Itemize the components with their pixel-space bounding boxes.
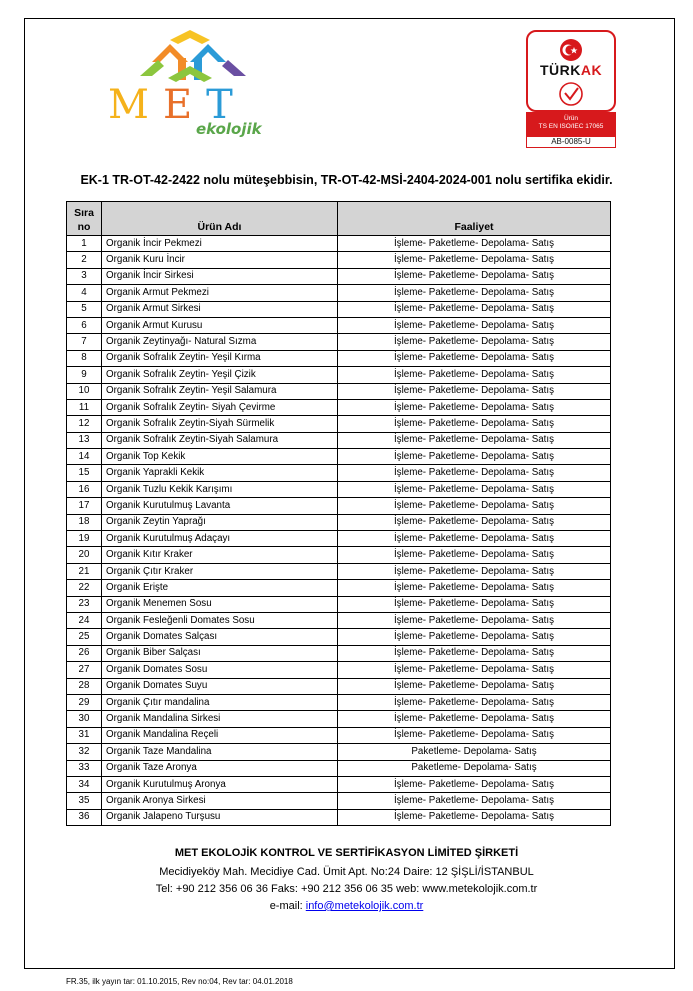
row-number: 24 [67, 612, 102, 628]
row-number: 35 [67, 793, 102, 809]
row-activity: İşleme- Paketleme- Depolama- Satış [338, 399, 611, 415]
row-product-name: Organik Menemen Sosu [102, 596, 338, 612]
row-number: 31 [67, 727, 102, 743]
row-product-name: Organik Armut Kurusu [102, 317, 338, 333]
table-row [67, 809, 611, 825]
table-row [67, 514, 611, 530]
email-label: e-mail: [269, 900, 306, 912]
table-row [67, 662, 611, 678]
row-product-name: Organik Kurutulmuş Aronya [102, 776, 338, 792]
row-number: 2 [67, 252, 102, 268]
row-product-name: Organik Biber Salçası [102, 645, 338, 661]
badge-accreditation-code: AB-0085-U [526, 136, 616, 148]
badge-brand-turk: TÜRK [539, 62, 581, 78]
row-number: 19 [67, 531, 102, 547]
email-link[interactable]: info@metekolojik.com.tr [305, 900, 424, 912]
header-no-line2: no [77, 221, 91, 233]
row-product-name: Organik İncir Sirkesi [102, 268, 338, 284]
row-number: 29 [67, 694, 102, 710]
row-number: 8 [67, 350, 102, 366]
company-email-line [0, 900, 693, 912]
badge-brand-ak: AK [580, 62, 603, 78]
table-row [67, 727, 611, 743]
row-product-name: Organik Domates Suyu [102, 678, 338, 694]
table-row [67, 449, 611, 465]
row-number: 30 [67, 711, 102, 727]
row-product-name: Organik Jalapeno Turşusu [102, 809, 338, 825]
row-number: 22 [67, 580, 102, 596]
row-activity: İşleme- Paketleme- Depolama- Satış [338, 563, 611, 579]
table-row [67, 678, 611, 694]
table-row [67, 367, 611, 383]
row-number: 26 [67, 645, 102, 661]
row-activity: İşleme- Paketleme- Depolama- Satış [338, 481, 611, 497]
row-product-name: Organik Top Kekik [102, 449, 338, 465]
row-product-name: Organik İncir Pekmezi [102, 236, 338, 252]
row-product-name: Organik Zeytin Yaprağı [102, 514, 338, 530]
table-row [67, 776, 611, 792]
table-row [67, 465, 611, 481]
header-faaliyet: Faaliyet [338, 202, 611, 236]
row-number: 4 [67, 285, 102, 301]
row-number: 13 [67, 432, 102, 448]
form-revision-info: FR.35, ilk yayın tar: 01.10.2015, Rev no:04, Rev tar: 04.01.2018 [66, 977, 293, 986]
table-row [67, 596, 611, 612]
row-activity: İşleme- Paketleme- Depolama- Satış [338, 383, 611, 399]
row-activity: İşleme- Paketleme- Depolama- Satış [338, 711, 611, 727]
row-number: 18 [67, 514, 102, 530]
row-activity: İşleme- Paketleme- Depolama- Satış [338, 547, 611, 563]
row-activity: İşleme- Paketleme- Depolama- Satış [338, 596, 611, 612]
table-row [67, 711, 611, 727]
row-number: 20 [67, 547, 102, 563]
table-row [67, 399, 611, 415]
row-activity: Paketleme- Depolama- Satış [338, 744, 611, 760]
row-product-name: Organik Mandalina Sirkesi [102, 711, 338, 727]
table-row [67, 580, 611, 596]
row-product-name: Organik Yaprakli Kekik [102, 465, 338, 481]
row-activity: İşleme- Paketleme- Depolama- Satış [338, 465, 611, 481]
row-number: 17 [67, 498, 102, 514]
header-urun-adi: Ürün Adı [102, 202, 338, 236]
row-activity: İşleme- Paketleme- Depolama- Satış [338, 498, 611, 514]
row-number: 6 [67, 317, 102, 333]
table-row [67, 612, 611, 628]
row-product-name: Organik Kurutulmuş Adaçayı [102, 531, 338, 547]
table-row [67, 694, 611, 710]
table-row [67, 629, 611, 645]
row-activity: İşleme- Paketleme- Depolama- Satış [338, 531, 611, 547]
row-activity: İşleme- Paketleme- Depolama- Satış [338, 514, 611, 530]
row-product-name: Organik Domates Sosu [102, 662, 338, 678]
row-number: 10 [67, 383, 102, 399]
table-row [67, 760, 611, 776]
table-row [67, 334, 611, 350]
badge-standard-strip [526, 112, 616, 136]
row-number: 21 [67, 563, 102, 579]
row-activity: İşleme- Paketleme- Depolama- Satış [338, 727, 611, 743]
checkmark-circle-icon [528, 80, 614, 110]
row-activity: İşleme- Paketleme- Depolama- Satış [338, 252, 611, 268]
table-row [67, 236, 611, 252]
badge-product-label: Ürün [563, 115, 579, 122]
row-number: 34 [67, 776, 102, 792]
row-product-name: Organik Çıtır Kraker [102, 563, 338, 579]
row-activity: İşleme- Paketleme- Depolama- Satış [338, 580, 611, 596]
row-number: 1 [67, 236, 102, 252]
table-row [67, 317, 611, 333]
row-number: 28 [67, 678, 102, 694]
row-activity: İşleme- Paketleme- Depolama- Satış [338, 236, 611, 252]
badge-standard-label: TS EN ISO/IEC 17065 [538, 123, 604, 130]
row-number: 11 [67, 399, 102, 415]
table-row [67, 547, 611, 563]
row-product-name: Organik Sofralık Zeytin-Siyah Salamura [102, 432, 338, 448]
row-activity: İşleme- Paketleme- Depolama- Satış [338, 662, 611, 678]
row-activity: İşleme- Paketleme- Depolama- Satış [338, 694, 611, 710]
row-product-name: Organik Aronya Sirkesi [102, 793, 338, 809]
row-number: 14 [67, 449, 102, 465]
table-row [67, 744, 611, 760]
row-activity: İşleme- Paketleme- Depolama- Satış [338, 432, 611, 448]
table-row [67, 531, 611, 547]
row-number: 25 [67, 629, 102, 645]
logo-letter-m: M [108, 82, 163, 128]
company-address: Mecidiyeköy Mah. Mecidiye Cad. Ümit Apt. No:24 Daire: 12 ŞİŞLİ/İSTANBUL [159, 866, 534, 878]
table-row [67, 481, 611, 497]
row-number: 16 [67, 481, 102, 497]
row-number: 32 [67, 744, 102, 760]
row-product-name: Organik Zeytinyağı- Natural Sızma [102, 334, 338, 350]
row-number: 15 [67, 465, 102, 481]
table-body [67, 236, 611, 826]
table-row [67, 416, 611, 432]
row-product-name: Organik Taze Mandalina [102, 744, 338, 760]
row-number: 23 [67, 596, 102, 612]
row-product-name: Organik Kuru İncir [102, 252, 338, 268]
row-product-name: Organik Armut Sirkesi [102, 301, 338, 317]
row-product-name: Organik Sofralık Zeytin- Yeşil Salamura [102, 383, 338, 399]
row-activity: İşleme- Paketleme- Depolama- Satış [338, 285, 611, 301]
crescent-star-icon [528, 34, 614, 64]
row-number: 5 [67, 301, 102, 317]
row-number: 12 [67, 416, 102, 432]
header-no-line1: Sıra [74, 207, 94, 219]
product-table [66, 201, 611, 826]
row-product-name: Organik Domates Salçası [102, 629, 338, 645]
row-number: 9 [67, 367, 102, 383]
row-activity: İşleme- Paketleme- Depolama- Satış [338, 367, 611, 383]
row-activity: İşleme- Paketleme- Depolama- Satış [338, 645, 611, 661]
document-heading: EK-1 TR-OT-42-2422 nolu müteşebbisin, TR-OT-42-MSİ-2404-2024-001 nolu sertifika ekidir. [80, 173, 613, 187]
row-activity: İşleme- Paketleme- Depolama- Satış [338, 350, 611, 366]
row-product-name: Organik Sofralık Zeytin- Siyah Çevirme [102, 399, 338, 415]
row-activity: İşleme- Paketleme- Depolama- Satış [338, 629, 611, 645]
row-number: 3 [67, 268, 102, 284]
badge-brand [528, 62, 614, 78]
table-row [67, 645, 611, 661]
row-activity: İşleme- Paketleme- Depolama- Satış [338, 317, 611, 333]
table-row [67, 498, 611, 514]
row-activity: İşleme- Paketleme- Depolama- Satış [338, 301, 611, 317]
row-product-name: Organik Kurutulmuş Lavanta [102, 498, 338, 514]
row-number: 27 [67, 662, 102, 678]
company-name: MET EKOLOJİK KONTROL VE SERTİFİKASYON LİMİTED ŞİRKETİ [174, 847, 519, 859]
row-number: 7 [67, 334, 102, 350]
row-product-name: Organik Sofralık Zeytin-Siyah Sürmelik [102, 416, 338, 432]
table-row [67, 285, 611, 301]
row-activity: İşleme- Paketleme- Depolama- Satış [338, 809, 611, 825]
row-product-name: Organik Çıtır mandalina [102, 694, 338, 710]
table-row [67, 793, 611, 809]
row-activity: İşleme- Paketleme- Depolama- Satış [338, 334, 611, 350]
row-product-name: Organik Armut Pekmezi [102, 285, 338, 301]
table-row [67, 383, 611, 399]
row-number: 36 [67, 809, 102, 825]
row-product-name: Organik Erişte [102, 580, 338, 596]
row-activity: İşleme- Paketleme- Depolama- Satış [338, 678, 611, 694]
met-ekolojik-logo [100, 30, 275, 145]
table-row [67, 301, 611, 317]
logo-letter-e: E [162, 82, 207, 128]
logo-arrows-graphic [100, 30, 275, 90]
row-product-name: Organik Mandalina Reçeli [102, 727, 338, 743]
row-activity: İşleme- Paketleme- Depolama- Satış [338, 416, 611, 432]
logo-subtitle: ekolojik [196, 120, 262, 138]
row-product-name: Organik Fesleğenli Domates Sosu [102, 612, 338, 628]
badge-frame [526, 30, 616, 112]
header-sira-no [67, 202, 102, 236]
row-activity: İşleme- Paketleme- Depolama- Satış [338, 268, 611, 284]
table-row [67, 252, 611, 268]
row-product-name: Organik Taze Aronya [102, 760, 338, 776]
table-header-row [67, 202, 611, 236]
row-activity: İşleme- Paketleme- Depolama- Satış [338, 776, 611, 792]
row-activity: İşleme- Paketleme- Depolama- Satış [338, 612, 611, 628]
row-activity: Paketleme- Depolama- Satış [338, 760, 611, 776]
row-product-name: Organik Sofralık Zeytin- Yeşil Kırma [102, 350, 338, 366]
row-activity: İşleme- Paketleme- Depolama- Satış [338, 449, 611, 465]
table-row [67, 563, 611, 579]
table-row [67, 350, 611, 366]
turkak-accreditation-badge [526, 30, 616, 148]
row-product-name: Organik Tuzlu Kekik Karışımı [102, 481, 338, 497]
company-contact: Tel: +90 212 356 06 36 Faks: +90 212 356 06 35 web: www.metekolojik.com.tr [155, 883, 538, 895]
row-product-name: Organik Sofralık Zeytin- Yeşil Çizik [102, 367, 338, 383]
row-number: 33 [67, 760, 102, 776]
row-activity: İşleme- Paketleme- Depolama- Satış [338, 793, 611, 809]
table-row [67, 268, 611, 284]
logo-letter-t: T [206, 82, 247, 128]
row-product-name: Organik Kıtır Kraker [102, 547, 338, 563]
table-row [67, 432, 611, 448]
